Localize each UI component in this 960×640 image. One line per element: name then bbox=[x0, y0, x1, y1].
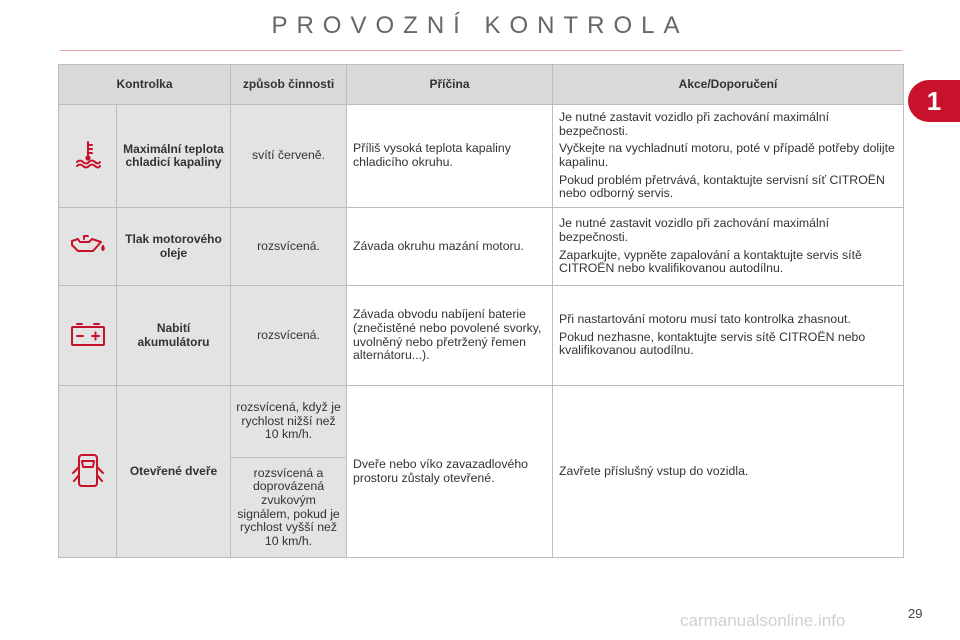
warning-actions bbox=[553, 208, 904, 286]
warning-name: Tlak motorového oleje bbox=[117, 208, 231, 286]
page-title: PROVOZNÍ KONTROLA bbox=[271, 12, 689, 39]
header-akce: Akce/Doporučení bbox=[553, 65, 904, 105]
action-text: Je nutné zastavit vozidlo při zachování maximální bezpečnosti. bbox=[559, 216, 829, 244]
open-door-icon bbox=[71, 451, 105, 493]
action-text: Pokud problém přetrvává, kontaktujte servisní síť CITROËN nebo odborný servis. bbox=[559, 172, 885, 201]
icon-cell bbox=[59, 286, 117, 386]
battery-icon bbox=[69, 321, 107, 351]
table-row bbox=[59, 208, 904, 286]
header-kontrolka: Kontrolka bbox=[59, 65, 231, 105]
header-zpusob: způsob činnosti bbox=[231, 65, 347, 105]
action-text: Pokud nezhasne, kontaktujte servis sítě CITROËN nebo kvalifikovanou autodílnu. bbox=[559, 329, 866, 358]
action-text: Zavřete příslušný vstup do vozidla. bbox=[559, 463, 749, 478]
warning-cause: Závada obvodu nabíjení baterie (znečistěné nebo povolené svorky, uvolněný nebo přetržený řemen alternátoru...). bbox=[347, 286, 553, 386]
warning-actions bbox=[553, 105, 904, 208]
icon-cell bbox=[59, 386, 117, 558]
warning-mode: svítí červeně. bbox=[231, 105, 347, 208]
warning-actions bbox=[553, 386, 904, 558]
icon-cell bbox=[59, 105, 117, 208]
warning-mode: rozsvícená. bbox=[231, 286, 347, 386]
warning-mode: rozsvícená. bbox=[231, 208, 347, 286]
warning-name: Maximální teplota chladicí kapaliny bbox=[117, 105, 231, 208]
icon-cell bbox=[59, 208, 117, 286]
action-text: Při nastartování motoru musí tato kontrolka zhasnout. bbox=[559, 312, 851, 327]
warning-mode: rozsvícená, když je rychlost nižší než 10 km/h. bbox=[231, 386, 347, 458]
action-text: Vyčkejte na vychladnutí motoru, poté v případě potřeby dolijte kapalinu. bbox=[559, 141, 895, 169]
warning-name: Nabití akumulátoru bbox=[117, 286, 231, 386]
action-text: Je nutné zastavit vozidlo při zachování maximální bezpečnosti. bbox=[559, 110, 829, 138]
header-pricina: Příčina bbox=[347, 65, 553, 105]
oil-pressure-icon bbox=[69, 233, 107, 261]
coolant-temperature-icon bbox=[73, 139, 103, 173]
warning-lights-table bbox=[58, 64, 904, 558]
warning-cause: Příliš vysoká teplota kapaliny chladicího okruhu. bbox=[347, 105, 553, 208]
warning-actions bbox=[553, 286, 904, 386]
action-text: Zaparkujte, vypněte zapalování a kontaktujte servis sítě CITROËN nebo kvalifikovanou autodílnu. bbox=[559, 247, 862, 276]
table-header-row bbox=[59, 65, 904, 105]
chapter-tab[interactable]: 1 bbox=[908, 80, 960, 122]
warning-name: Otevřené dveře bbox=[117, 386, 231, 558]
table-row bbox=[59, 286, 904, 386]
warning-cause: Závada okruhu mazání motoru. bbox=[347, 208, 553, 286]
table-row bbox=[59, 105, 904, 208]
warning-cause: Dveře nebo víko zavazadlového prostoru zůstaly otevřené. bbox=[347, 386, 553, 558]
title-divider bbox=[60, 50, 902, 51]
page-number: 29 bbox=[908, 606, 923, 621]
warning-mode: rozsvícená a doprovázená zvukovým signálem, pokud je rychlost vyšší než 10 km/h. bbox=[231, 458, 347, 558]
watermark: carmanualsonline.info bbox=[680, 611, 846, 630]
table-row bbox=[59, 386, 904, 458]
